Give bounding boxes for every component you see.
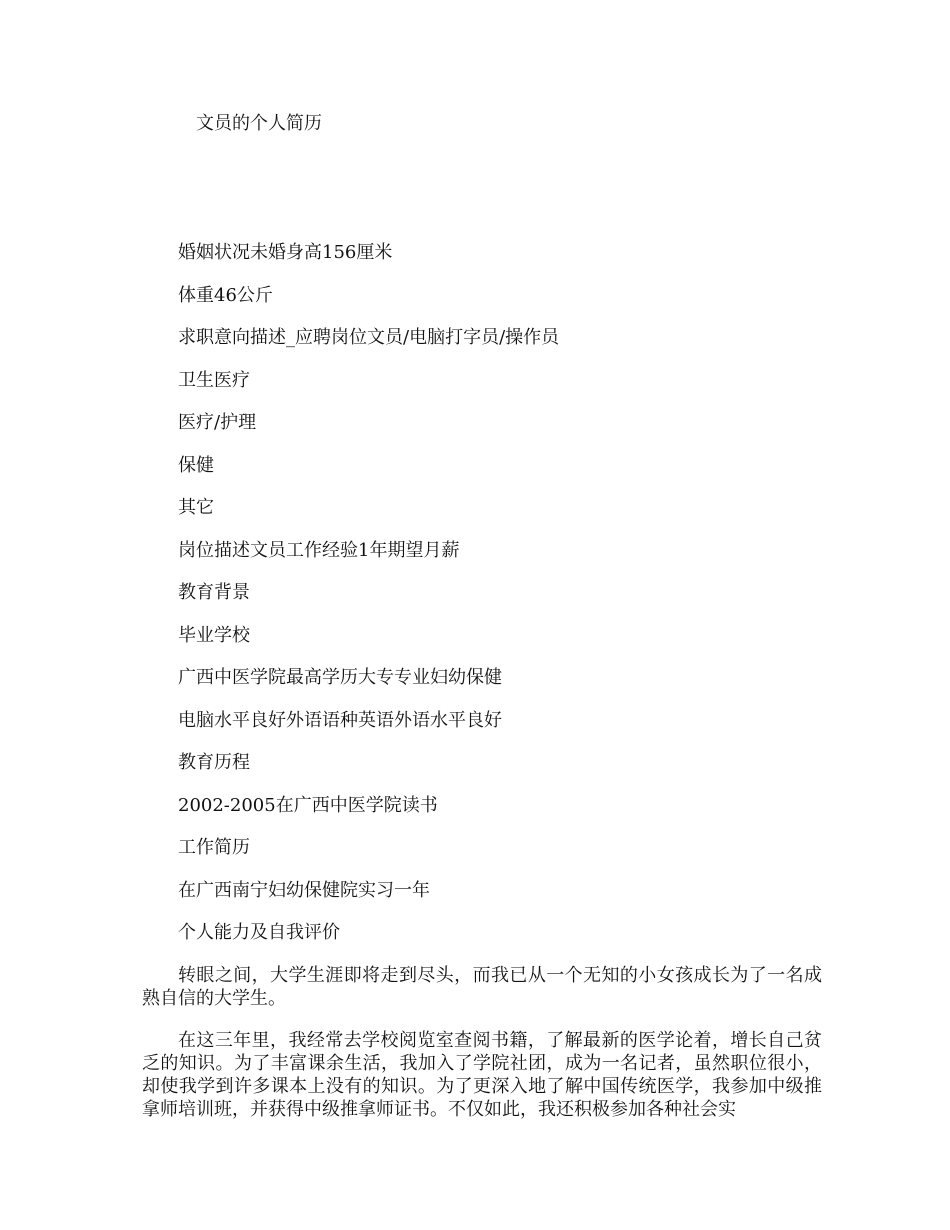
text-line-position-description: 岗位描述文员工作经验1年期望月薪 bbox=[178, 540, 460, 561]
text-line-health-care: 卫生医疗 bbox=[178, 370, 250, 391]
text-line-job-intent: 求职意向描述_应聘岗位文员/电脑打字员/操作员 bbox=[178, 327, 560, 348]
document-title: 文员的个人简历 bbox=[196, 113, 322, 134]
section-heading-education-history: 教育历程 bbox=[178, 752, 250, 773]
section-heading-work-history: 工作简历 bbox=[178, 837, 250, 858]
paragraph-intro: 转眼之间，大学生涯即将走到尽头，而我已从一个无知的小女孩成长为了一名成熟自信的大学生。 bbox=[142, 965, 822, 1009]
text-line-school-degree: 广西中医学院最高学历大专专业妇幼保健 bbox=[178, 667, 502, 688]
section-heading-education-background: 教育背景 bbox=[178, 582, 250, 603]
section-heading-self-evaluation: 个人能力及自我评价 bbox=[178, 922, 340, 943]
text-line-weight: 体重46公斤 bbox=[178, 285, 273, 306]
paragraph-college-experience: 在这三年里，我经常去学校阅览室查阅书籍，了解最新的医学论着，增长自己贫乏的知识。为了丰富课余生活，我加入了学院社团，成为一名记者，虽然职位很小，却使我学到许多课本上没有的知识。为了更深入地了解中国传统医学，我参加中级推拿师培训班，并获得中级推拿师证书。不仅如此，我还积极参加各种社会实 bbox=[142, 1030, 822, 1120]
text-line-wellness: 保健 bbox=[178, 455, 214, 476]
text-line-medical-nursing: 医疗/护理 bbox=[178, 412, 257, 433]
text-line-graduate-school: 毕业学校 bbox=[178, 625, 250, 646]
text-line-study-period: 2002-2005在广西中医学院读书 bbox=[178, 795, 438, 816]
text-line-other: 其它 bbox=[178, 497, 214, 518]
text-line-marital-height: 婚姻状况未婚身高156厘米 bbox=[178, 242, 393, 263]
text-line-internship: 在广西南宁妇幼保健院实习一年 bbox=[178, 880, 430, 901]
text-line-computer-language: 电脑水平良好外语语种英语外语水平良好 bbox=[178, 710, 502, 731]
